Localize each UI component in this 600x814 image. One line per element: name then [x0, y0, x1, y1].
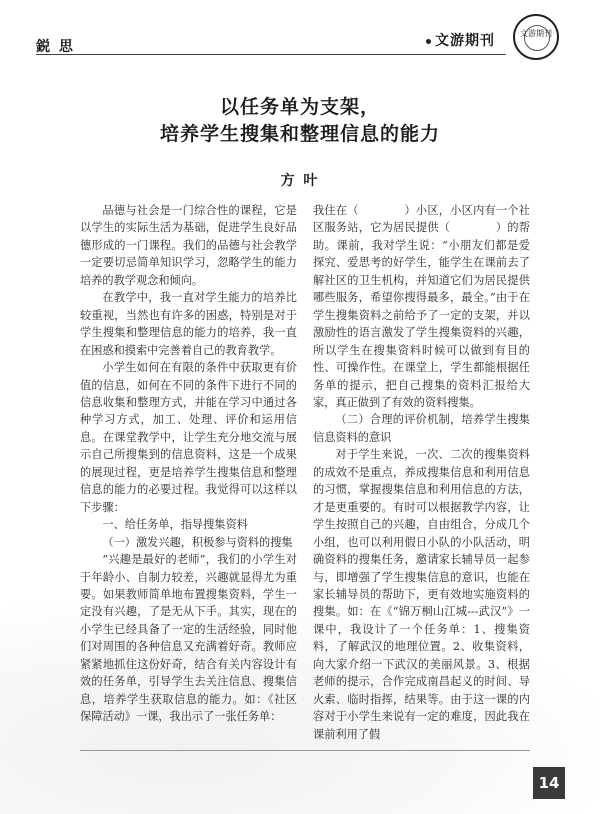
- subsection-heading: （二）合理的评价机制，培养学生搜集信息资料的意识: [313, 413, 530, 444]
- article-title-line1: 以任务单为支架，: [219, 96, 380, 118]
- bullet-icon: [426, 39, 431, 44]
- article-author: 方 叶: [280, 173, 320, 189]
- journal-name: [426, 30, 495, 50]
- paragraph: 在教学中，我一直对学生能力的培养比较重视，当然也有许多的困惑，特别是对于学生搜集和整理信息的能力的培养，我一直在困惑和摸索中完善着自己的教育教学。: [80, 291, 297, 357]
- paragraph: 对于学生来说，一次、二次的搜集资料的成效不是重点，养成搜集信息和利用信息的习惯，掌握搜集信息和利用信息的方法，才是更重要的。有时可以根据教学内容，让学生按照自己的兴趣，自由组合，分成几个小组，也可以利用假日小队的小队活动，明确资料的搜集任务，邀请家长辅导员一起参与，即增强了学生搜集信息的意识，也能在家长辅导员的帮助下，更有效地实施资料的搜集。如：在《“锦万桐山江城---武汉”》一课中，我设计了一个任务单：1、搜集资料，了解武汉的地理位置。2、收集资料，向大家介绍一下武汉的美丽风景。3、根据老师的提示，合作完成南昌起义的时间、导火索、临时指挥，结果等。由于这一课的内容对于小学生来说有一定的难度，因此我在课前利用了假: [313, 448, 530, 741]
- paragraph: 我住在（ ）小区，小区内有一个社区服务站，它为居民提供（ ）的帮助。课前，我对学生说：“小朋友们都是爱探究、爱思考的好学生，能学生在课前去了解社区的卫生机构，并知道它们为居民提供哪些服务，希望你搜得最多，最全。”由于在学生搜集资料之前给予了一定的支架，并以激励性的语言激发了学生搜集资料的兴趣，所以学生在搜集资料时候可以做到有目的性、可操作性。在课堂上，学生都能根据任务单的提示，把自己搜集的资料汇报给大家，真正做到了有效的资料搜集。: [313, 204, 530, 409]
- journal-seal-logo: [513, 14, 559, 60]
- section-heading: 一、给任务单，指导搜集资料: [102, 518, 248, 532]
- journal-name-text: 文游期刊: [435, 33, 495, 49]
- page-number: 14: [533, 767, 565, 799]
- paragraph: 品德与社会是一门综合性的课程，它是以学生的实际生活为基础，促进学生良好品德形成的一门课程。我们的品德与社会教学一定要切忌简单知识学习，忽略学生的能力培养的教学观念和倾向。: [80, 204, 297, 287]
- seal-text: 文游期刊: [520, 29, 552, 38]
- header-rule: [36, 54, 506, 55]
- footer-rule: [80, 750, 530, 751]
- section-label: 鋭 思: [36, 39, 75, 55]
- paragraph: “兴趣是最好的老师”，我们的小学生对于年龄小、自制力较差，兴趣就显得尤为重要。如果教师简单地布置搜集资料，学生一定没有兴趣，了是无从下手。其实，现在的小学生已经具备了一定的生活经验，同时他们对周围的各种信息又充满着好奇。教师应紧紧地抓住这份好奇，结合有关内容设计有效的任务单，引导学生去关注信息、搜集信息，培养学生获取信息的能力。如：《社区保障活动》一课，我出示了一张任务单：: [80, 553, 297, 724]
- subsection-heading: （一）激发兴趣，积极参与资料的搜集: [102, 535, 293, 549]
- right-column: [313, 202, 530, 743]
- paragraph: 小学生如何在有限的条件中获取更有价值的信息，如何在不同的条件下进行不同的信息收集和整理方式，并能在学习中通过各种学习方式，加工、处理、评价和运用信息。在课堂教学中，让学生充分地交流与展示自己所搜集到的信息资料，这是一个成果的展现过程，更是培养学生搜集信息和整理信息的能力的必要过程。我觉得可以这样以下步骤：: [80, 361, 297, 514]
- article-title-line2: 培养学生搜集和整理信息的能力: [159, 123, 440, 145]
- left-column: [80, 202, 297, 726]
